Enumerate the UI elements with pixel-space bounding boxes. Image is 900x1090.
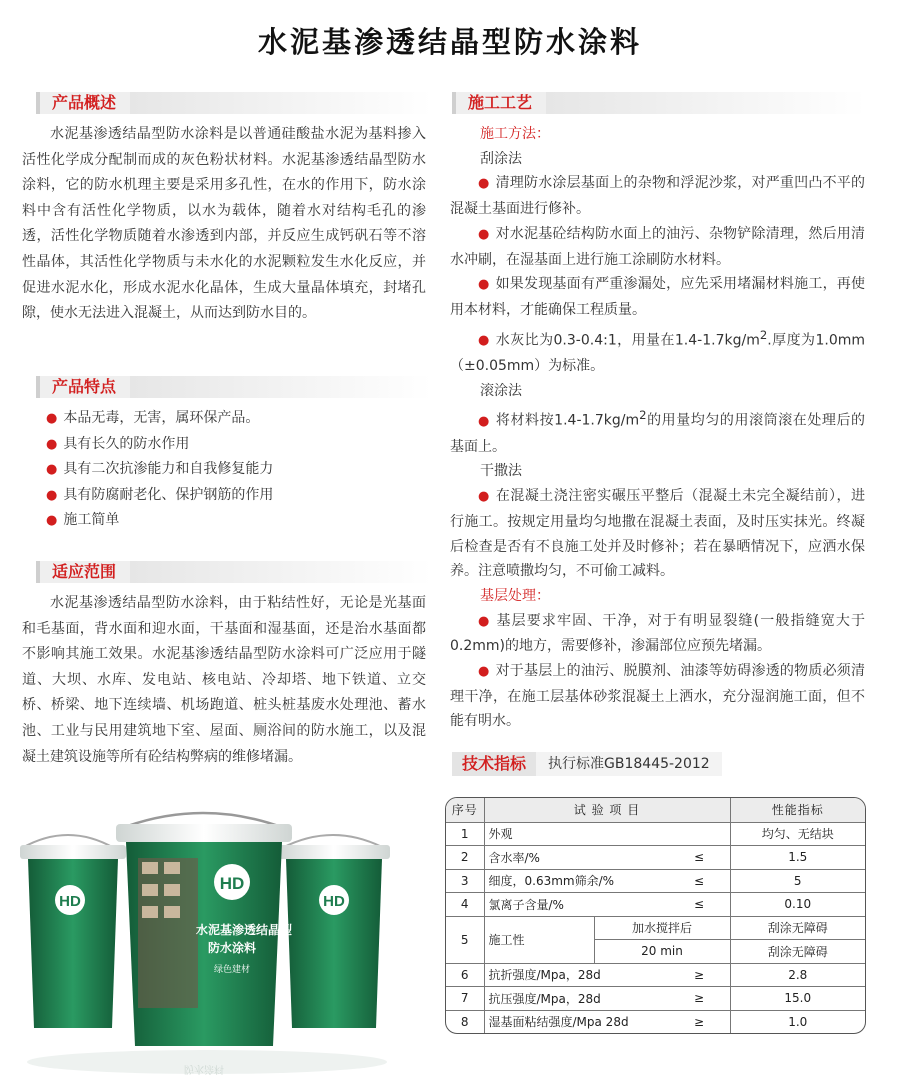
product-buckets-image (18, 800, 396, 1080)
features-heading (36, 376, 432, 398)
logo-text: HD (219, 874, 245, 893)
table-row: 8 湿基面粘结强度/Mpa 28d ≥ 1.0 (446, 1010, 865, 1033)
heading-fade (130, 92, 432, 114)
bucket-center (116, 813, 292, 1076)
col-spec: 性能指标 (730, 798, 865, 822)
feature-item: ● 具有长久的防水作用 (46, 435, 190, 452)
base-bullet: ● 对于基层上的油污、脱膜剂、油漆等妨碍渗透的物质必须清理干净，在施工层基体砂浆混凝土上洒水，充分湿润施工面，但不能有明水。 (450, 663, 865, 730)
feature-item: ● 具有防腐耐老化、保护钢筋的作用 (46, 486, 274, 503)
construction-body (450, 122, 865, 734)
scope-heading (36, 561, 432, 583)
feature-item: ● 具有二次抗渗能力和自我修复能力 (46, 461, 274, 477)
table-row: 3 细度，0.63mm筛余/% ≤ 5 (446, 869, 865, 893)
bullet-icon: ● (46, 462, 58, 477)
label-line1: 水泥基渗透结晶型 (195, 923, 293, 937)
construction-heading (452, 92, 866, 114)
bullet-icon: ● (46, 513, 58, 528)
feature-item: ● 本品无毒，无害，属环保产品。 (46, 410, 260, 426)
base-title: 基层处理： (480, 587, 550, 604)
spec-table (445, 797, 866, 1034)
bucket-left (20, 835, 126, 1028)
bucket-right (278, 835, 390, 1028)
col-item: 试 验 项 目 (484, 798, 730, 822)
table-row: 7 抗压强度/Mpa，28d ≥ 15.0 (446, 987, 865, 1011)
scope-text: 水泥基渗透结晶型防水涂料，由于粘结性好，无论是光基面和毛基面，背水面和迎水面，干基面和湿基面，还是治水基面都不影响其施工效果。水泥基渗透结晶型防水涂料可广泛应用于隧道、大坝、水库、发电站、核电站、冷却塔、地下铁道、立交桥、桥梁、地下连续墙、机场跑道、桩头桩基废水处理池、蓄水池、工业与民用建筑地下室、屋面、厕浴间的防水施工，以及混凝土建筑设施等所有砼结构弊病的维修堵漏。 (22, 595, 426, 765)
table-row: 2 含水率/% ≤ 1.5 (446, 846, 865, 870)
features-heading-label: 产品特点 (36, 376, 130, 398)
method-name: 干撒法 (480, 463, 522, 480)
bullet-icon: ● (478, 226, 490, 242)
method-title: 施工方法： (480, 126, 550, 142)
logo-text: HD (59, 893, 81, 910)
base-bullet: ● 基层要求牢固、干净，对于有明显裂缝(一般指缝宽大于0.2mm)的地方，需要修补，渗漏部位应预先堵漏。 (450, 612, 866, 655)
feature-item: ● 施工简单 (46, 512, 120, 528)
method-bullet: ● 在混凝土浇注密实碾压平整后（混凝土未完全凝结前），进行施工。按规定用量均匀地撒在混凝土表面，及时压实抹光。终凝后检查是否有不良施工处并及时修补；若在暴晒情况下，应洒水保养。注意喷撒均匀，不可偷工减料。 (450, 488, 866, 580)
scope-heading-label: 适应范围 (36, 561, 130, 583)
bullet-icon: ● (478, 176, 490, 192)
label-tag: 绿色建材 (213, 965, 251, 975)
page-title: 水泥基渗透结晶型防水涂料 (257, 25, 642, 59)
method-name: 刮涂法 (480, 150, 522, 167)
table-row: 20 min 刮涂无障碍 (446, 940, 865, 964)
table-row: 5 施工性 加水搅拌后 刮涂无障碍 (446, 916, 865, 940)
bullet-icon: ● (478, 277, 490, 293)
method-bullet: ● 将材料按$1.4-1.7kg/m^2$的用量均匀的用滚筒滚在处理后的基面上。 (450, 408, 866, 455)
bullet-icon: ● (478, 613, 491, 629)
tech-heading-label: 技术指标 (452, 752, 536, 776)
heading-fade (546, 92, 866, 114)
construction-heading-label: 施工工艺 (452, 92, 546, 114)
bullet-icon: ● (478, 489, 490, 505)
method-bullet: ● 清理防水涂层基面上的杂物和浮泥沙浆，对严重凹凸不平的混凝土基面进行修补。 (450, 175, 865, 218)
heading-fade (130, 561, 432, 583)
col-no: 序号 (446, 798, 484, 822)
bullet-icon: ● (46, 436, 58, 452)
logo-text: HD (323, 893, 345, 910)
bullet-icon: ● (46, 411, 58, 426)
bullet-icon: ● (478, 414, 490, 430)
heading-fade (130, 376, 432, 398)
method-name: 滚涂法 (480, 382, 522, 399)
overview-heading-label: 产品概述 (36, 92, 130, 114)
table-row: 6 抗折强度/Mpa，28d ≥ 2.8 (446, 963, 865, 987)
table-row: 4 氯离子含量/% ≤ 0.10 (446, 893, 865, 917)
method-bullet: ● 对水泥基砼结构防水面上的油污、杂物铲除清理，然后用清水冲刷，在湿基面上进行施工涂刷防水材料。 (450, 225, 865, 268)
overview-text: 水泥基渗透结晶型防水涂料是以普通硅酸盐水泥为基料掺入活性化学成分配制而成的灰色粉状材料。水泥基渗透结晶型防水涂料，它的防水机理主要是采用多孔性，在水的作用下，防水涂料中含有活性化学物质，以水为载体，随着水对结构毛孔的渗透，活性化学物质随着水渗透到内部，并反应生成钙矾石等不溶性晶体，其活性化学物质与未水化的水泥颗粒发生水化反应，并促进水泥水化，形成水泥水化晶体，生成大量晶体填充，封堵孔隙，使水无法进入混凝土，从而达到防水目的。 (22, 126, 426, 322)
method-bullet: ● 水灰比为0.3-0.4:1，用量在$1.4-1.7kg/m^2$.厚度为1.0mm（±0.05mm）为标准。 (450, 327, 865, 374)
bullet-icon: ● (46, 487, 58, 503)
overview-heading (36, 92, 432, 114)
bullet-icon: ● (478, 664, 490, 680)
label-reflection: 防水涂料 (184, 1063, 224, 1074)
standard-text: 执行标准GB18445-2012 (536, 752, 722, 776)
method-bullet: ● 如果发现基面有严重渗漏处，应先采用堵漏材料施工，再使用本材料，才能确保工程质量。 (450, 276, 865, 318)
tech-heading (452, 752, 722, 776)
table-row: 1 外观 均匀、无结块 (446, 822, 865, 846)
features-list (46, 406, 273, 534)
bullet-icon: ● (478, 333, 490, 349)
label-line2: 防水涂料 (207, 941, 257, 955)
